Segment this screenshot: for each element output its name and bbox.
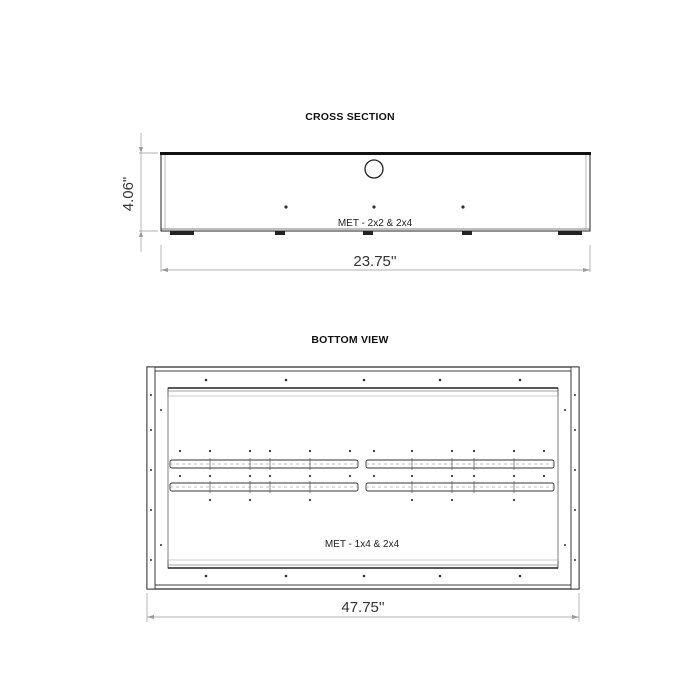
cross-section-width-dimension: 23.75'': [353, 253, 397, 270]
bottom-view-drawing: [147, 367, 579, 622]
cross-section-label: MET - 2x2 & 2x4: [337, 218, 413, 229]
cross-section-drawing: [120, 133, 591, 272]
height-dimension: 4.06": [120, 176, 137, 212]
bottom-view-width-dimension: 47.75'': [341, 599, 385, 616]
bottom-view-label: MET - 1x4 & 2x4: [324, 539, 400, 550]
cross-section-title: CROSS SECTION: [305, 111, 395, 123]
knockout-circle: [365, 160, 383, 178]
foot: [170, 231, 194, 235]
bottom-view-title: BOTTOM VIEW: [311, 334, 389, 346]
outer-frame: [147, 367, 579, 589]
